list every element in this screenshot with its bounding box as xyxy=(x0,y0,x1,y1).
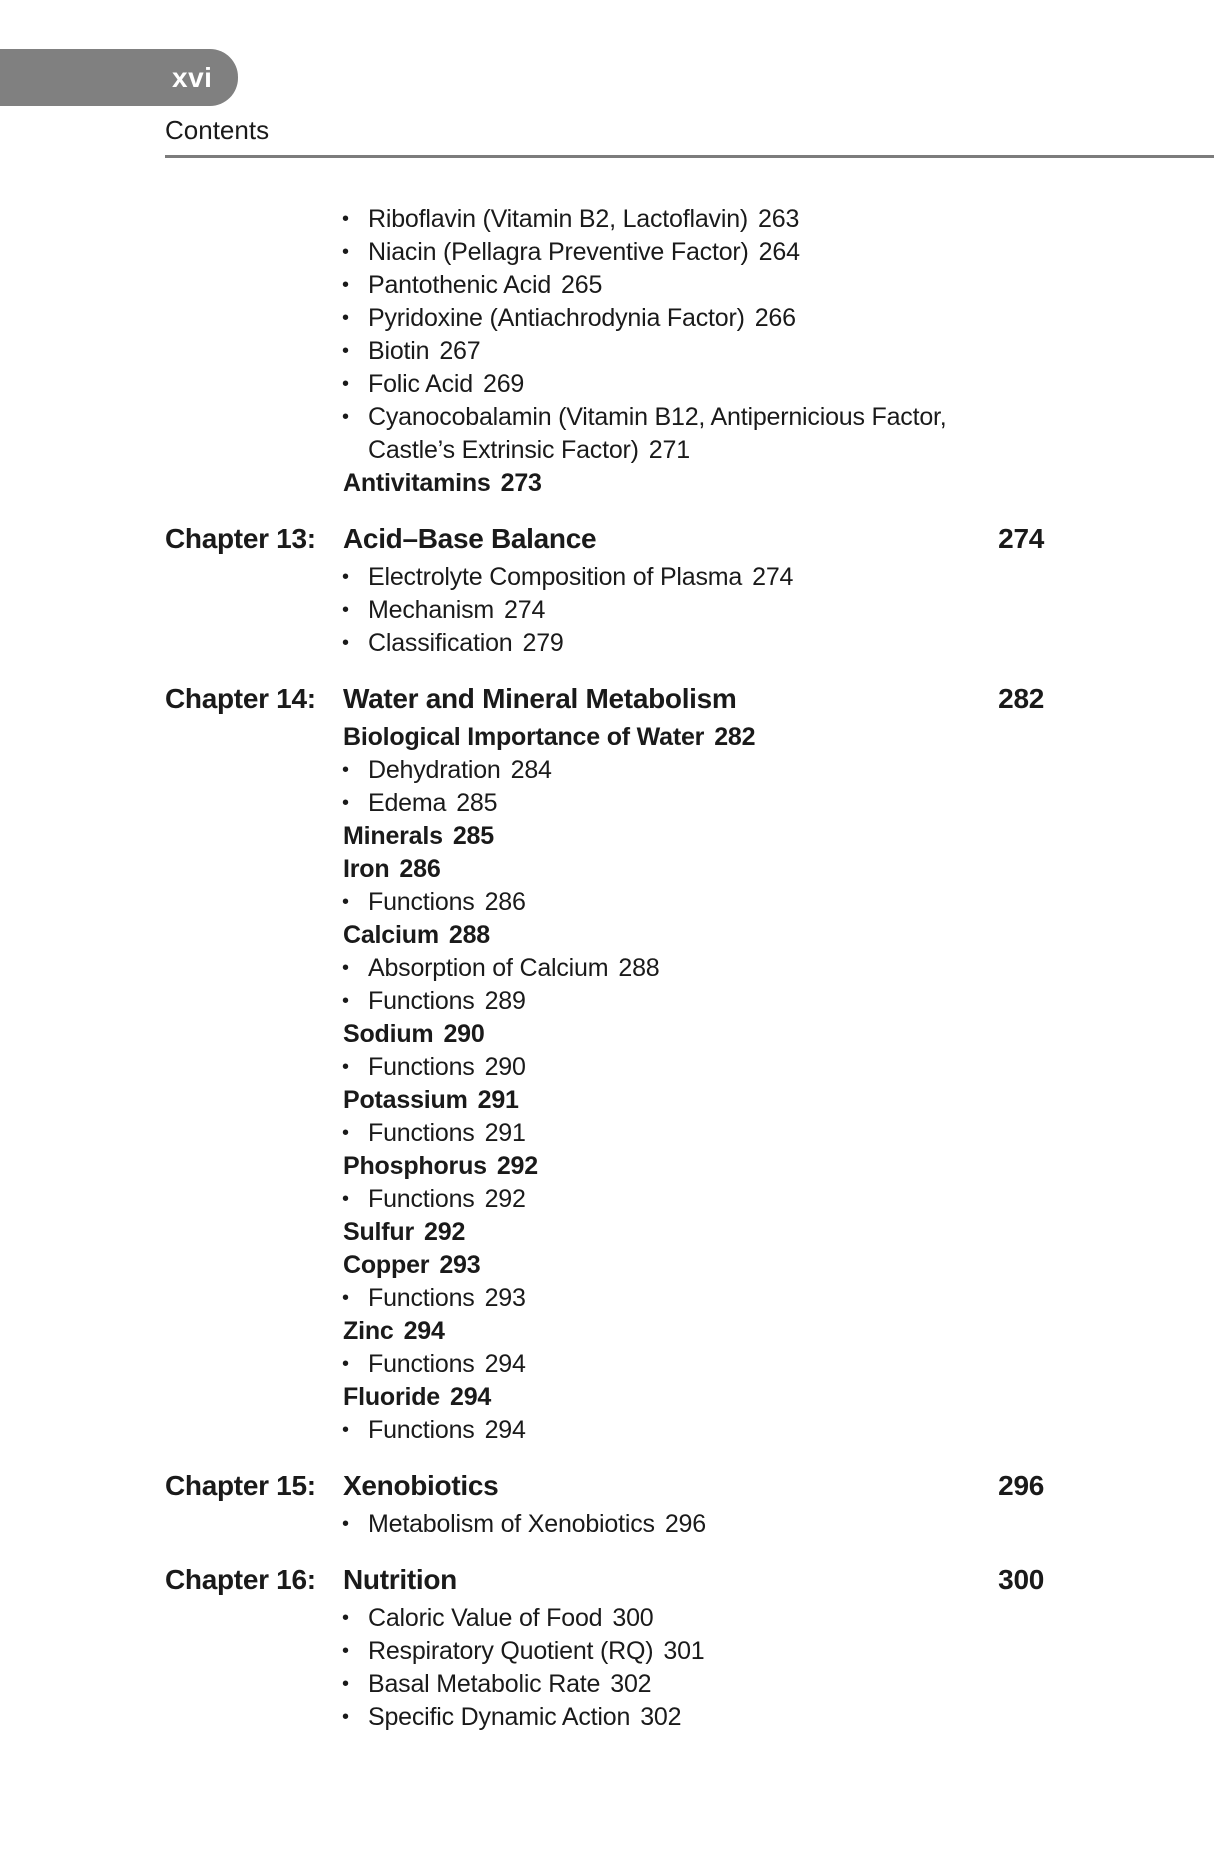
entry-title: Cyanocobalamin (Vitamin B12, Antipernicious Factor, xyxy=(368,403,947,431)
chapter-title: Nutrition xyxy=(343,1564,457,1595)
toc-section-entry[interactable] xyxy=(165,1315,1045,1348)
bullet-icon: • xyxy=(342,566,349,588)
toc-section-entry[interactable] xyxy=(165,919,1045,952)
entry-page-number: 279 xyxy=(522,629,564,657)
entry-title: Castle’s Extrinsic Factor) xyxy=(368,436,639,464)
entry-page-number: 301 xyxy=(663,1637,705,1665)
entry-title: Biological Importance of Water xyxy=(343,723,705,751)
chapter-page-number: 296 xyxy=(998,1470,1044,1501)
entry-page-number: 294 xyxy=(484,1350,526,1378)
toc-section-entry[interactable] xyxy=(165,1381,1045,1414)
entry-page-number: 284 xyxy=(510,756,552,784)
entry-title: Classification xyxy=(368,629,513,657)
entry-page-number: 282 xyxy=(714,723,756,751)
entry-title: Absorption of Calcium xyxy=(368,954,609,982)
bullet-icon: • xyxy=(342,1287,349,1309)
entry-title: Potassium xyxy=(343,1086,468,1114)
chapter-label: Chapter 14: xyxy=(165,683,316,714)
entry-title: Minerals xyxy=(343,822,443,850)
bullet-icon: • xyxy=(342,759,349,781)
toc-subsection-entry[interactable] xyxy=(165,594,1045,627)
bullet-icon: • xyxy=(342,1122,349,1144)
entry-page-number: 273 xyxy=(500,469,542,497)
entry-title: Functions xyxy=(368,987,475,1015)
entry-page-number: 289 xyxy=(484,987,526,1015)
entry-title: Niacin (Pellagra Preventive Factor) xyxy=(368,238,749,266)
entry-page-number: 292 xyxy=(496,1152,538,1180)
toc-subsection-entry[interactable] xyxy=(165,754,1045,787)
entry-title: Specific Dynamic Action xyxy=(368,1703,631,1731)
toc-section-entry[interactable] xyxy=(165,721,1045,754)
entry-page-number: 263 xyxy=(758,205,800,233)
toc-subsection-entry[interactable] xyxy=(165,1183,1045,1216)
toc-subsection-entry[interactable] xyxy=(165,561,1045,594)
chapter-page-number: 274 xyxy=(998,523,1044,554)
entry-title: Antivitamins xyxy=(343,469,491,497)
entry-page-number: 285 xyxy=(452,822,494,850)
toc-subsection-entry[interactable] xyxy=(165,1668,1045,1701)
toc-subsection-entry[interactable] xyxy=(165,401,1045,434)
bullet-icon: • xyxy=(342,1640,349,1662)
entry-title: Iron xyxy=(343,855,390,883)
bullet-icon: • xyxy=(342,1056,349,1078)
page-number-tab xyxy=(0,49,238,106)
entry-page-number: 274 xyxy=(752,563,794,591)
chapter-title: Acid–Base Balance xyxy=(343,523,597,554)
entry-page-number: 292 xyxy=(424,1218,466,1246)
toc-subsection-entry[interactable] xyxy=(165,627,1045,660)
entry-title: Pantothenic Acid xyxy=(368,271,552,299)
bullet-icon: • xyxy=(342,307,349,329)
entry-title: Phosphorus xyxy=(343,1152,487,1180)
entry-page-number: 267 xyxy=(439,337,481,365)
chapter-title: Water and Mineral Metabolism xyxy=(343,683,737,714)
toc-subsection-entry[interactable] xyxy=(165,1348,1045,1381)
toc-subsection-entry[interactable] xyxy=(165,787,1045,820)
toc-subsection-entry[interactable] xyxy=(165,269,1045,302)
bullet-icon: • xyxy=(342,990,349,1012)
running-head: Contents xyxy=(165,115,270,145)
entry-page-number: 300 xyxy=(612,1604,654,1632)
bullet-icon: • xyxy=(342,241,349,263)
entry-page-number: 264 xyxy=(758,238,800,266)
toc-subsection-entry[interactable] xyxy=(165,1051,1045,1084)
toc-subsection-entry[interactable] xyxy=(165,1414,1045,1447)
entry-page-number: 294 xyxy=(484,1416,526,1444)
bullet-icon: • xyxy=(342,340,349,362)
page-number: xvi xyxy=(172,62,213,93)
entry-title: Functions xyxy=(368,1119,475,1147)
toc-subsection-entry[interactable] xyxy=(165,1282,1045,1315)
chapter-page-number: 282 xyxy=(998,683,1044,714)
toc-section-entry[interactable] xyxy=(165,1216,1045,1249)
entry-title: Biotin xyxy=(368,337,430,365)
entry-page-number: 293 xyxy=(439,1251,481,1279)
entry-title: Functions xyxy=(368,1053,475,1081)
toc-subsection-entry[interactable] xyxy=(165,236,1045,269)
bullet-icon: • xyxy=(342,373,349,395)
toc-subsection-entry[interactable] xyxy=(165,952,1045,985)
bullet-icon: • xyxy=(342,1607,349,1629)
toc-subsection-entry[interactable] xyxy=(165,1701,1045,1734)
chapter-heading[interactable] xyxy=(165,1562,1045,1598)
entry-title: Edema xyxy=(368,789,447,817)
toc-section-entry[interactable] xyxy=(165,853,1045,886)
toc-section-entry[interactable] xyxy=(165,1018,1045,1051)
entry-page-number: 294 xyxy=(450,1383,492,1411)
toc-subsection-entry[interactable] xyxy=(165,335,1045,368)
entry-title: Functions xyxy=(368,1416,475,1444)
entry-page-number: 293 xyxy=(484,1284,526,1312)
entry-page-number: 288 xyxy=(618,954,660,982)
chapter-heading[interactable] xyxy=(165,681,1045,717)
table-of-contents xyxy=(165,203,1045,1734)
entry-title: Calcium xyxy=(343,921,439,949)
bullet-icon: • xyxy=(342,1353,349,1375)
entry-title: Folic Acid xyxy=(368,370,473,398)
toc-section-entry[interactable] xyxy=(165,467,1045,500)
header-rule xyxy=(165,155,1214,158)
entry-title: Dehydration xyxy=(368,756,501,784)
toc-subsection-entry[interactable] xyxy=(165,886,1045,919)
entry-page-number: 296 xyxy=(664,1510,706,1538)
entry-page-number: 288 xyxy=(448,921,490,949)
toc-section-entry[interactable] xyxy=(165,820,1045,853)
entry-title: Riboflavin (Vitamin B2, Lactoflavin) xyxy=(368,205,749,233)
entry-title: Functions xyxy=(368,1350,475,1378)
chapter-label: Chapter 13: xyxy=(165,523,316,554)
entry-title: Sulfur xyxy=(343,1218,415,1246)
chapter-label: Chapter 16: xyxy=(165,1564,316,1595)
toc-subsection-entry[interactable] xyxy=(165,434,1045,467)
entry-title: Mechanism xyxy=(368,596,495,624)
entry-title: Fluoride xyxy=(343,1383,441,1411)
chapter-heading[interactable] xyxy=(165,521,1045,557)
chapter-title: Xenobiotics xyxy=(343,1470,499,1501)
bullet-icon: • xyxy=(342,1673,349,1695)
bullet-icon: • xyxy=(342,406,349,428)
entry-page-number: 285 xyxy=(456,789,498,817)
bullet-icon: • xyxy=(342,957,349,979)
toc-subsection-entry[interactable] xyxy=(165,1602,1045,1635)
entry-title: Functions xyxy=(368,888,475,916)
toc-subsection-entry[interactable] xyxy=(165,985,1045,1018)
entry-title: Metabolism of Xenobiotics xyxy=(368,1510,655,1538)
entry-title: Functions xyxy=(368,1284,475,1312)
bullet-icon: • xyxy=(342,274,349,296)
toc-section-entry[interactable] xyxy=(165,1084,1045,1117)
bullet-icon: • xyxy=(342,599,349,621)
toc-section-entry[interactable] xyxy=(165,1249,1045,1282)
entry-page-number: 291 xyxy=(477,1086,519,1114)
entry-title: Sodium xyxy=(343,1020,434,1048)
toc-subsection-entry[interactable] xyxy=(165,203,1045,236)
entry-title: Zinc xyxy=(343,1317,394,1345)
bullet-icon: • xyxy=(342,1419,349,1441)
entry-title: Copper xyxy=(343,1251,430,1279)
entry-page-number: 286 xyxy=(484,888,526,916)
entry-page-number: 290 xyxy=(484,1053,526,1081)
toc-subsection-entry[interactable] xyxy=(165,1117,1045,1150)
toc-subsection-entry[interactable] xyxy=(165,302,1045,335)
entry-page-number: 271 xyxy=(648,436,690,464)
entry-page-number: 266 xyxy=(754,304,796,332)
entry-page-number: 294 xyxy=(403,1317,445,1345)
chapter-label: Chapter 15: xyxy=(165,1470,316,1501)
bullet-icon: • xyxy=(342,1513,349,1535)
entry-title: Functions xyxy=(368,1185,475,1213)
chapter-page-number: 300 xyxy=(998,1564,1044,1595)
entry-page-number: 290 xyxy=(443,1020,485,1048)
entry-page-number: 302 xyxy=(610,1670,652,1698)
entry-title: Pyridoxine (Antiachrodynia Factor) xyxy=(368,304,745,332)
entry-page-number: 292 xyxy=(484,1185,526,1213)
entry-page-number: 265 xyxy=(561,271,603,299)
entry-page-number: 291 xyxy=(484,1119,526,1147)
entry-page-number: 269 xyxy=(482,370,525,398)
toc-subsection-entry[interactable] xyxy=(165,1508,1045,1541)
bullet-icon: • xyxy=(342,208,349,230)
entry-title: Respiratory Quotient (RQ) xyxy=(368,1637,654,1665)
toc-subsection-entry[interactable] xyxy=(165,1635,1045,1668)
bullet-icon: • xyxy=(342,1188,349,1210)
entry-title: Basal Metabolic Rate xyxy=(368,1670,601,1698)
bullet-icon: • xyxy=(342,792,349,814)
bullet-icon: • xyxy=(342,1706,349,1728)
chapter-heading[interactable] xyxy=(165,1468,1045,1504)
entry-title: Caloric Value of Food xyxy=(368,1604,603,1632)
entry-page-number: 302 xyxy=(640,1703,682,1731)
bullet-icon: • xyxy=(342,632,349,654)
entry-title: Electrolyte Composition of Plasma xyxy=(368,563,743,591)
entry-page-number: 274 xyxy=(504,596,546,624)
entry-page-number: 286 xyxy=(399,855,441,883)
toc-section-entry[interactable] xyxy=(165,1150,1045,1183)
bullet-icon: • xyxy=(342,891,349,913)
toc-subsection-entry[interactable] xyxy=(165,368,1045,401)
